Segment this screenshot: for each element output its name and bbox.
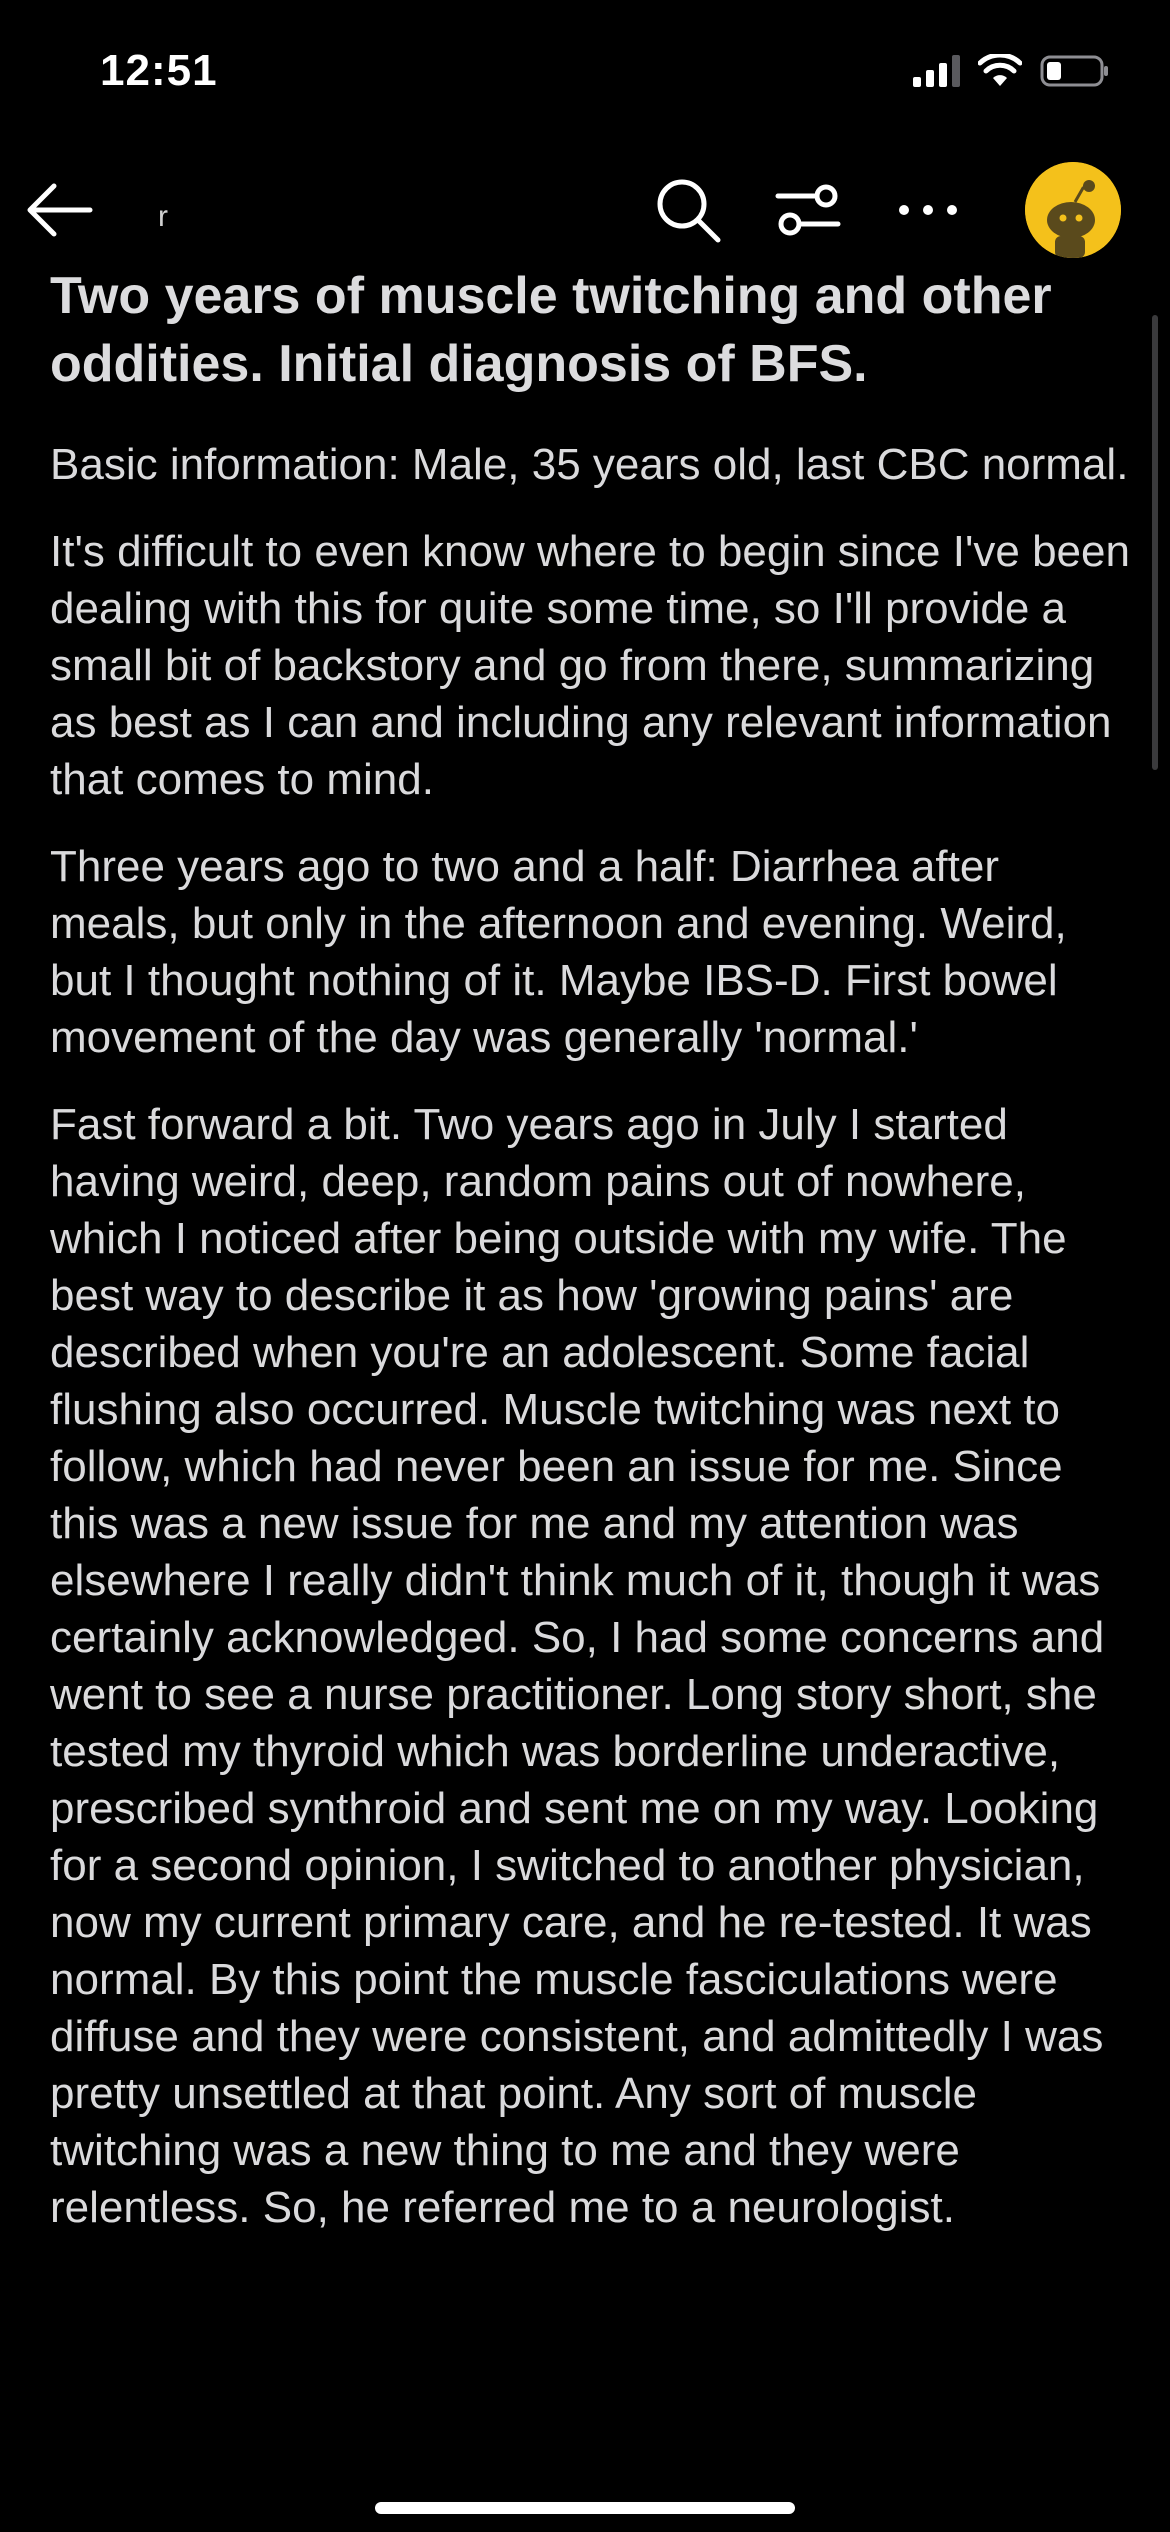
wifi-icon xyxy=(978,54,1022,88)
back-button[interactable] xyxy=(20,170,100,250)
home-indicator[interactable] xyxy=(375,2502,795,2514)
status-time: 12:51 xyxy=(100,46,218,95)
sort-button[interactable] xyxy=(768,170,848,250)
status-bar xyxy=(0,0,1170,140)
search-button[interactable] xyxy=(648,170,728,250)
post-title: Two years of muscle twitching and other oddities. Initial diagnosis of BFS. xyxy=(50,267,1052,393)
more-dots-icon xyxy=(892,195,964,225)
user-avatar[interactable] xyxy=(1025,162,1121,258)
status-icons xyxy=(913,54,1110,88)
cellular-signal-icon xyxy=(913,55,960,87)
post-header-bar xyxy=(0,150,1170,270)
battery-icon xyxy=(1040,54,1110,88)
scroll-indicator[interactable] xyxy=(1152,315,1158,770)
search-icon xyxy=(652,174,724,246)
community-name[interactable]: r xyxy=(158,200,168,233)
post-body xyxy=(50,262,1130,2266)
sort-filter-icon xyxy=(772,174,844,246)
post-paragraph: Basic information: Male, 35 years old, last CBC normal. xyxy=(50,440,1129,489)
post-paragraph: Three years ago to two and a half: Diarrhea after meals, but only in the afternoon and evening. Weird, but I thought nothing of it. Maybe IBS-D. First bowel movement of the day was generally 'normal.' xyxy=(50,842,1067,1062)
post-paragraph: Fast forward a bit. Two years ago in July I started having weird, deep, random pains out of nowhere, which I noticed after being outside with my wife. The best way to describe it as how 'growing pains' are described when you're an adolescent. Some facial flushing also occurred. Muscle twitching was next to follow, which had never been an issue for me. Since this was a new issue for me and my attention was elsewhere I really didn't think much of it, though it was certainly acknowledged. So, I had some concerns and went to see a nurse practitioner. Long story short, she tested my thyroid which was borderline underactive, prescribed synthroid and sent me on my way. Looking for a second opinion, I switched to another physician, now my current primary care, and he re-tested. It was normal. By this point the muscle fasciculations were diffuse and they were consistent, and admittedly I was pretty unsettled at that point. Any sort of muscle twitching was a new thing to me and they were relentless. So, he referred me to a neurologist. xyxy=(50,1100,1105,2232)
post-paragraph: It's difficult to even know where to begin since I've been dealing with this for quite some time, so I'll provide a small bit of backstory and go from there, summarizing as best as I can and including any relevant information that comes to mind. xyxy=(50,527,1130,804)
back-arrow-icon xyxy=(24,174,96,246)
reddit-avatar-icon xyxy=(1025,162,1121,258)
more-options-button[interactable] xyxy=(888,170,968,250)
